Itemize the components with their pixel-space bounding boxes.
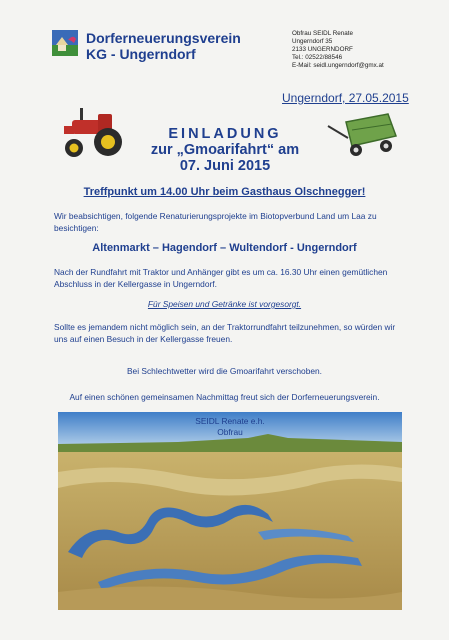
- after-tour-paragraph: Nach der Rundfahrt mit Traktor und Anhänger gibt es um ca. 16.30 Uhr einen gemütlichen Abschluss in der Kellergasse in Ungerndorf.: [54, 267, 388, 289]
- signature-role: Obfrau: [217, 427, 243, 437]
- food-note: Für Speisen und Getränke ist vorgesorgt.: [147, 299, 302, 309]
- invitation-title: [130, 126, 320, 174]
- contact-street: Ungerndorf 35: [292, 38, 333, 45]
- organization-line-1: Dorferneuerungsverein: [86, 30, 241, 46]
- village-logo-icon: [52, 30, 78, 56]
- meeting-point: Treffpunkt um 14.00 Uhr beim Gasthaus Olschnegger!: [83, 186, 366, 198]
- trailer-icon: [326, 112, 398, 164]
- title-line-2: zur „Gmoarifahrt“ am: [150, 142, 300, 158]
- contact-block: [292, 30, 384, 70]
- signature-block: [58, 416, 402, 438]
- letter-date: Ungerndorf, 27.05.2015: [282, 91, 409, 105]
- title-line-3: 07. Juni 2015: [179, 158, 271, 174]
- contact-email: E-Mail: seidl.ungerndorf@gmx.at: [292, 62, 384, 69]
- contact-name: Obfrau SEIDL Renate: [292, 30, 354, 37]
- organization-name: [86, 30, 241, 62]
- tractor-icon: [58, 102, 128, 166]
- signature-name: SEIDL Renate e.h.: [195, 416, 265, 426]
- title-line-1: EINLADUNG: [168, 126, 282, 142]
- contact-phone: Tel.: 02522/88546: [292, 54, 343, 61]
- intro-paragraph: Wir beabsichtigen, folgende Renaturierungsprojekte im Biotopverbund Land um Laa zu besichtigen:: [54, 211, 377, 233]
- weather-note: Bei Schlechtwetter wird die Gmoarifahrt verschoben.: [126, 366, 323, 376]
- route-line: Altenmarkt – Hagendorf – Wultendorf - Ungerndorf: [92, 242, 357, 254]
- organization-line-2: KG - Ungerndorf: [86, 46, 196, 62]
- alternative-paragraph: Sollte es jemandem nicht möglich sein, an der Traktorrundfahrt teilzunehmen, so würden wir uns auf einen Besuch in der Kellergasse freuen.: [54, 322, 396, 344]
- closing-line: Auf einen schönen gemeinsamen Nachmittag freut sich der Dorferneuerungsverein.: [69, 392, 380, 402]
- contact-city: 2133 UNGERNDORF: [292, 46, 353, 53]
- landscape-photo: [58, 412, 402, 610]
